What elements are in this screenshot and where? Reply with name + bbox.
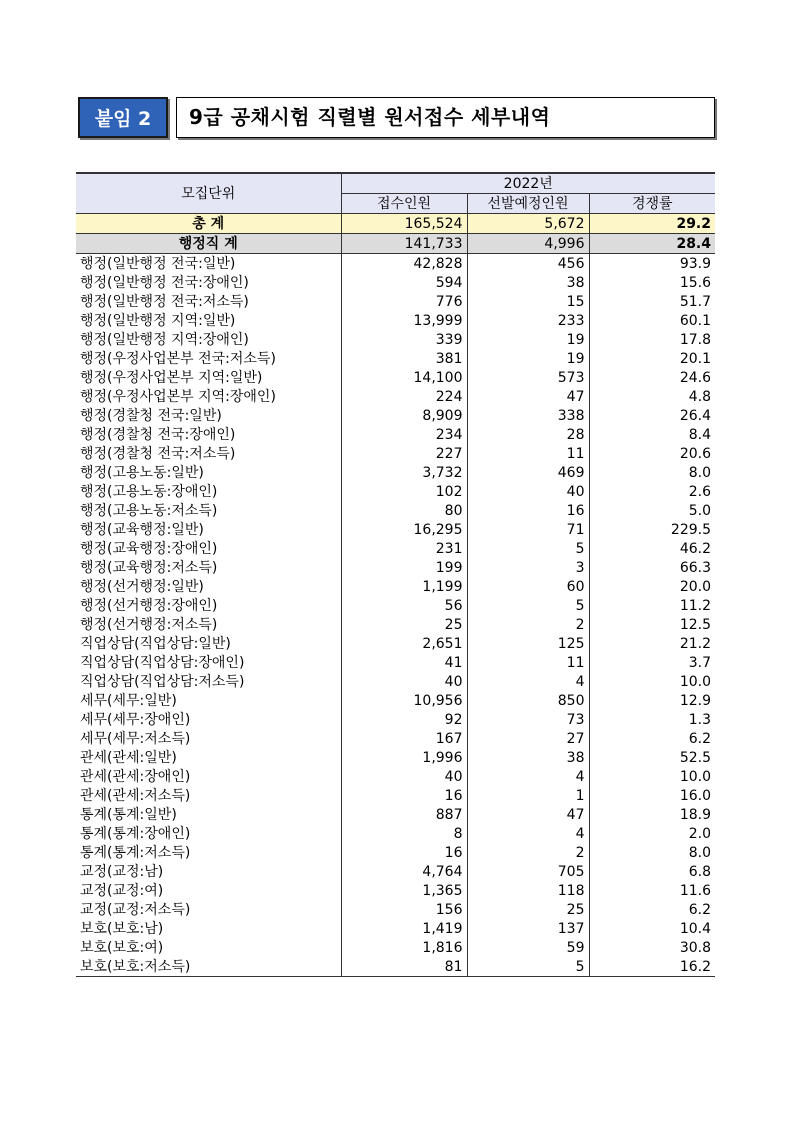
row-name: 관세(관세:일반) [80,749,177,766]
table-row [76,425,715,444]
row-applicants: 1,365 [341,881,467,900]
row-name: 보호(보호:남) [80,920,164,937]
row-planned: 5 [467,957,589,977]
row-applicants: 14,100 [341,368,467,387]
row-name: 직업상담(직업상담:저소득) [80,673,245,690]
application-table [76,172,715,977]
row-planned: 25 [467,900,589,919]
row-rate: 17.8 [589,330,715,349]
table-row [76,938,715,957]
row-rate: 8.0 [589,843,715,862]
table-row [76,387,715,406]
row-rate: 21.2 [589,634,715,653]
row-planned: 4 [467,767,589,786]
row-applicants: 199 [341,558,467,577]
row-name: 행정(고용노동:장애인) [80,483,218,500]
row-planned: 456 [467,254,589,274]
row-name: 교정(교정:남) [80,863,164,880]
row-applicants: 40 [341,767,467,786]
row-name: 교정(교정:여) [80,882,164,899]
row-rate: 20.0 [589,577,715,596]
row-name: 행정(일반행정 전국:일반) [80,255,236,272]
table-row [76,672,715,691]
row-rate: 10.0 [589,672,715,691]
subtotal-row [76,234,715,254]
row-planned: 11 [467,653,589,672]
row-applicants: 41 [341,653,467,672]
row-name: 교정(교정:저소득) [80,901,191,918]
row-applicants: 156 [341,900,467,919]
row-rate: 28.4 [589,234,715,254]
row-rate: 66.3 [589,558,715,577]
row-rate: 46.2 [589,539,715,558]
row-planned: 38 [467,273,589,292]
table-row [76,330,715,349]
row-applicants: 16 [341,786,467,805]
table-row [76,691,715,710]
row-planned: 3 [467,558,589,577]
row-name: 직업상담(직업상담:장애인) [80,654,245,671]
row-rate: 51.7 [589,292,715,311]
row-applicants: 8,909 [341,406,467,425]
row-name: 관세(관세:장애인) [80,768,191,785]
row-rate: 229.5 [589,520,715,539]
row-planned: 5 [467,596,589,615]
row-applicants: 25 [341,615,467,634]
row-name: 행정(일반행정 지역:장애인) [80,331,249,348]
row-rate: 1.3 [589,710,715,729]
table-row [76,615,715,634]
row-applicants: 80 [341,501,467,520]
table-row [76,710,715,729]
table-row [76,862,715,881]
row-applicants: 16 [341,843,467,862]
row-rate: 6.8 [589,862,715,881]
row-rate: 6.2 [589,900,715,919]
row-planned: 19 [467,349,589,368]
row-name: 행정(경찰청 전국:저소득) [80,445,236,462]
table-row [76,254,715,274]
table-row [76,653,715,672]
table-row [76,292,715,311]
row-applicants: 1,816 [341,938,467,957]
table-row [76,729,715,748]
table-row [76,349,715,368]
row-applicants: 167 [341,729,467,748]
table-row [76,767,715,786]
row-rate: 11.6 [589,881,715,900]
row-name: 세무(세무:저소득) [80,730,191,747]
row-planned: 73 [467,710,589,729]
row-applicants: 141,733 [341,234,467,254]
row-applicants: 776 [341,292,467,311]
row-rate: 26.4 [589,406,715,425]
row-rate: 10.0 [589,767,715,786]
row-planned: 47 [467,805,589,824]
row-rate: 4.8 [589,387,715,406]
table-row [76,558,715,577]
row-name: 행정(일반행정 전국:장애인) [80,274,249,291]
row-name: 직업상담(직업상담:일반) [80,635,231,652]
row-applicants: 92 [341,710,467,729]
table-row [76,748,715,767]
row-applicants: 381 [341,349,467,368]
row-name: 행정(일반행정 지역:일반) [80,312,236,329]
row-applicants: 81 [341,957,467,977]
row-rate: 18.9 [589,805,715,824]
table-row [76,444,715,463]
table-row [76,805,715,824]
row-rate: 20.6 [589,444,715,463]
unit-header: 모집단위 [76,173,341,214]
row-planned: 71 [467,520,589,539]
row-name: 행정(고용노동:저소득) [80,502,218,519]
table-row [76,577,715,596]
row-planned: 27 [467,729,589,748]
row-name: 세무(세무:일반) [80,692,177,709]
row-applicants: 165,524 [341,214,467,234]
row-planned: 573 [467,368,589,387]
table-row [76,596,715,615]
row-applicants: 40 [341,672,467,691]
table-row [76,520,715,539]
row-planned: 5,672 [467,214,589,234]
row-rate: 2.0 [589,824,715,843]
row-applicants: 227 [341,444,467,463]
table-row [76,843,715,862]
row-name: 행정(경찰청 전국:장애인) [80,426,236,443]
row-planned: 705 [467,862,589,881]
row-planned: 338 [467,406,589,425]
planned-header: 선발예정인원 [467,194,589,214]
row-applicants: 234 [341,425,467,444]
row-applicants: 1,199 [341,577,467,596]
row-rate: 8.4 [589,425,715,444]
row-name: 총 계 [76,214,341,234]
row-planned: 40 [467,482,589,501]
row-name: 행정(선거행정:저소득) [80,616,218,633]
row-planned: 125 [467,634,589,653]
row-applicants: 16,295 [341,520,467,539]
row-planned: 4 [467,672,589,691]
row-rate: 15.6 [589,273,715,292]
row-planned: 60 [467,577,589,596]
row-name: 보호(보호:여) [80,939,164,956]
row-name: 보호(보호:저소득) [76,957,341,977]
row-planned: 1 [467,786,589,805]
row-rate: 30.8 [589,938,715,957]
row-planned: 59 [467,938,589,957]
row-applicants: 224 [341,387,467,406]
row-rate: 24.6 [589,368,715,387]
row-planned: 2 [467,843,589,862]
row-applicants: 887 [341,805,467,824]
table-row [76,482,715,501]
row-rate: 11.2 [589,596,715,615]
row-name: 행정(일반행정 전국:저소득) [80,293,249,310]
table-row [76,368,715,387]
table-row [76,311,715,330]
row-planned: 137 [467,919,589,938]
table-row [76,273,715,292]
table-row [76,957,715,977]
row-planned: 469 [467,463,589,482]
row-rate: 93.9 [589,254,715,274]
row-rate: 10.4 [589,919,715,938]
table-row [76,881,715,900]
row-name: 행정(교육행정:일반) [80,521,204,538]
row-planned: 28 [467,425,589,444]
row-name: 행정(우정사업본부 지역:장애인) [80,388,276,405]
row-applicants: 339 [341,330,467,349]
row-rate: 20.1 [589,349,715,368]
row-applicants: 102 [341,482,467,501]
row-rate: 3.7 [589,653,715,672]
row-planned: 19 [467,330,589,349]
table-row [76,919,715,938]
row-name: 행정(선거행정:일반) [80,578,204,595]
row-name: 세무(세무:장애인) [80,711,191,728]
applicants-header: 접수인원 [341,194,467,214]
row-planned: 4 [467,824,589,843]
year-header: 2022년 [341,173,715,194]
table-row [76,824,715,843]
table-row [76,463,715,482]
row-rate: 12.5 [589,615,715,634]
table-row [76,406,715,425]
row-name: 행정(교육행정:저소득) [80,559,218,576]
row-applicants: 8 [341,824,467,843]
row-applicants: 42,828 [341,254,467,274]
row-name: 행정(선거행정:장애인) [80,597,218,614]
row-planned: 15 [467,292,589,311]
table-row [76,539,715,558]
row-applicants: 3,732 [341,463,467,482]
row-applicants: 231 [341,539,467,558]
row-planned: 38 [467,748,589,767]
row-name: 행정(교육행정:장애인) [80,540,218,557]
row-planned: 47 [467,387,589,406]
row-rate: 60.1 [589,311,715,330]
row-planned: 11 [467,444,589,463]
row-applicants: 10,956 [341,691,467,710]
row-rate: 5.0 [589,501,715,520]
row-applicants: 594 [341,273,467,292]
row-applicants: 4,764 [341,862,467,881]
row-name: 관세(관세:저소득) [80,787,191,804]
row-applicants: 2,651 [341,634,467,653]
row-rate: 29.2 [589,214,715,234]
row-name: 행정(우정사업본부 전국:저소득) [80,350,276,367]
row-applicants: 1,996 [341,748,467,767]
row-planned: 5 [467,539,589,558]
row-rate: 16.0 [589,786,715,805]
row-rate: 6.2 [589,729,715,748]
row-name: 행정(우정사업본부 지역:일반) [80,369,263,386]
row-applicants: 1,419 [341,919,467,938]
row-rate: 52.5 [589,748,715,767]
rate-header: 경쟁률 [589,194,715,214]
row-planned: 233 [467,311,589,330]
row-rate: 16.2 [589,957,715,977]
row-planned: 2 [467,615,589,634]
row-name: 통계(통계:일반) [80,806,177,823]
table-row [76,501,715,520]
table-row [76,786,715,805]
row-planned: 16 [467,501,589,520]
title-row [78,97,715,138]
attachment-badge: 붙임 2 [78,97,168,138]
total-row [76,214,715,234]
row-applicants: 13,999 [341,311,467,330]
row-name: 통계(통계:저소득) [80,844,191,861]
page-title: 9급 공채시험 직렬별 원서접수 세부내역 [176,97,715,138]
row-planned: 4,996 [467,234,589,254]
row-name: 행정직 계 [76,234,341,254]
row-name: 통계(통계:장애인) [80,825,191,842]
row-name: 행정(고용노동:일반) [80,464,204,481]
row-rate: 12.9 [589,691,715,710]
row-planned: 850 [467,691,589,710]
table-row [76,634,715,653]
table-row [76,900,715,919]
row-rate: 8.0 [589,463,715,482]
row-applicants: 56 [341,596,467,615]
row-rate: 2.6 [589,482,715,501]
row-planned: 118 [467,881,589,900]
row-name: 행정(경찰청 전국:일반) [80,407,222,424]
